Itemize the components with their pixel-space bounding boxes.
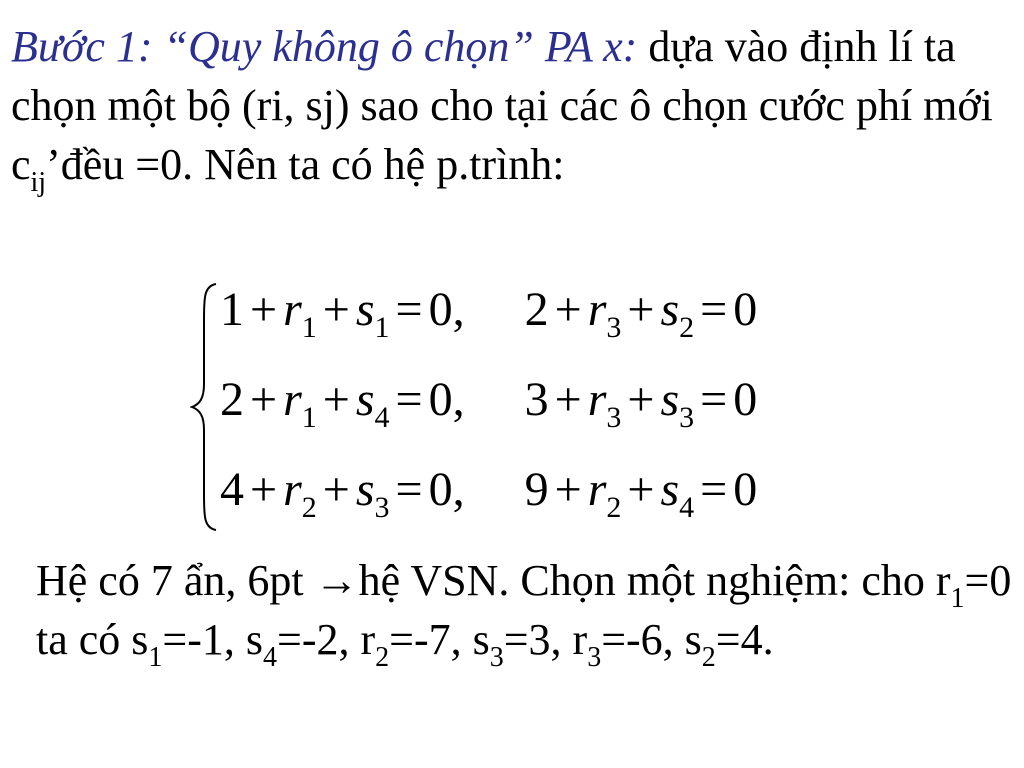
var-index: 1	[374, 311, 390, 344]
equation-row-2	[220, 372, 758, 434]
result-text: =4.	[715, 615, 774, 664]
plus-sign: +	[322, 283, 350, 336]
var-r: r	[283, 463, 302, 516]
var-index: 3	[606, 311, 622, 344]
rhs-value: 0,	[428, 283, 465, 336]
plus-sign: +	[627, 463, 655, 516]
var-index: 2	[301, 491, 317, 524]
var-r: r	[283, 283, 302, 336]
subscript: 1	[148, 642, 163, 673]
constant: 1	[220, 283, 244, 336]
var-r: r	[587, 463, 607, 516]
constant: 4	[220, 463, 244, 516]
var-index: 3	[679, 401, 695, 434]
subscript: 2	[701, 642, 716, 673]
plus-sign: +	[250, 463, 278, 516]
result-text: =-1, s	[162, 615, 263, 664]
plus-sign: +	[554, 373, 582, 426]
equation-row-3	[220, 462, 758, 524]
result-text: =-7, s	[389, 615, 490, 664]
constant: 9	[524, 463, 549, 516]
var-s: s	[355, 463, 375, 516]
plus-sign: +	[627, 283, 655, 336]
left-brace-icon	[190, 280, 220, 535]
result-paragraph	[36, 551, 1016, 673]
var-index: 4	[679, 491, 695, 524]
plus-sign: +	[627, 373, 655, 426]
var-index: 2	[606, 491, 622, 524]
constant: 2	[220, 373, 244, 426]
result-text: =-6, s	[601, 615, 702, 664]
var-index: 2	[679, 311, 695, 344]
plus-sign: +	[250, 283, 278, 336]
rhs-value: 0,	[428, 463, 465, 516]
var-s: s	[660, 373, 680, 426]
equation-row-1	[220, 282, 758, 344]
equals-sign: =	[395, 283, 423, 336]
result-text: =3, r	[503, 615, 588, 664]
plus-sign: +	[322, 463, 350, 516]
plus-sign: +	[250, 373, 278, 426]
equals-sign: =	[395, 373, 423, 426]
plus-sign: +	[554, 283, 582, 336]
constant: 2	[524, 283, 549, 336]
subscript: 4	[263, 642, 277, 673]
result-text: =0 ta có s	[36, 556, 1012, 664]
step-heading: Bước 1: “Quy không ô chọn” PA x:	[11, 22, 638, 71]
var-index: 1	[301, 401, 317, 434]
intro-text-2: ’đều =0. Nên ta có hệ p.trình:	[46, 140, 565, 189]
var-s: s	[355, 373, 375, 426]
var-s: s	[660, 463, 680, 516]
var-index: 4	[374, 401, 390, 434]
equals-sign: =	[395, 463, 423, 516]
plus-sign: +	[322, 373, 350, 426]
equals-sign: =	[700, 373, 728, 426]
var-index: 3	[374, 491, 390, 524]
rhs-value: 0	[733, 373, 758, 426]
var-r: r	[587, 283, 607, 336]
constant: 3	[524, 373, 549, 426]
subscript: 1	[950, 583, 965, 614]
equals-sign: =	[700, 463, 728, 516]
var-s: s	[355, 283, 375, 336]
intro-text-1: dựa vào định lí ta chọn một bộ (ri, sj) sao cho tại các ô chọn cước phí mới c	[11, 22, 993, 189]
var-r: r	[587, 373, 607, 426]
var-index: 3	[606, 401, 622, 434]
equals-sign: =	[700, 283, 728, 336]
rhs-value: 0	[733, 283, 758, 336]
plus-sign: +	[554, 463, 582, 516]
equation-system	[190, 280, 950, 535]
var-r: r	[283, 373, 302, 426]
subscript: 3	[587, 642, 602, 673]
result-text: =-2, r	[277, 615, 376, 664]
result-text: Hệ có 7 ẩn, 6pt →hệ VSN. Chọn một nghiệm: cho r	[36, 556, 951, 605]
var-index: 1	[301, 311, 317, 344]
rhs-value: 0,	[428, 373, 465, 426]
var-s: s	[660, 283, 680, 336]
subscript: 3	[489, 642, 504, 673]
intro-paragraph	[11, 17, 1011, 198]
subscript: 2	[375, 642, 390, 673]
subscript-ij: ij	[30, 167, 47, 198]
rhs-value: 0	[733, 463, 758, 516]
